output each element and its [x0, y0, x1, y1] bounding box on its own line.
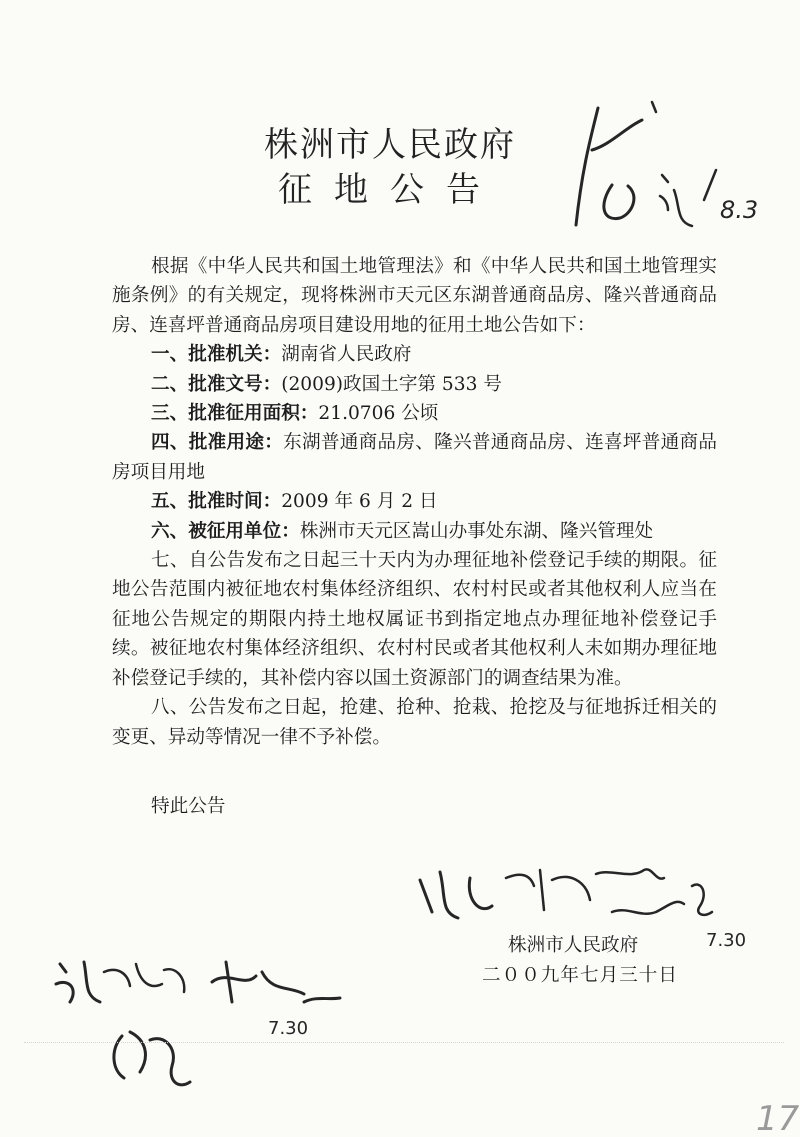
item-expropriated-unit [112, 517, 717, 546]
item-value: 株洲市天元区嵩山办事处东湖、隆兴管理处 [299, 520, 654, 542]
item-label: 三、批准征用面积： [151, 403, 319, 425]
signing-organization: 株洲市人民政府 [508, 935, 639, 956]
intro-paragraph: 根据《中华人民共和国土地管理法》和《中华人民共和国土地管理实施条例》的有关规定，现将株洲市天元区东湖普通商品房、隆兴普通商品房、连喜坪普通商品房项目建设用地的征用土地公告如下： [112, 256, 717, 336]
handwritten-page-number: 17 [756, 1099, 800, 1137]
handwritten-signature-left [56, 962, 340, 1085]
item-value: 21.0706 公顷 [318, 403, 439, 425]
item-approved-use [112, 428, 717, 487]
item-approved-area [112, 399, 717, 428]
item-label: 一、批准机关： [151, 344, 282, 366]
scan-edge-line [24, 1042, 784, 1044]
handwritten-date-right: 7.30 [706, 930, 747, 951]
item-value: 2009 年 6 月 2 日 [281, 491, 438, 513]
item-approving-authority [112, 340, 717, 369]
item-label: 五、批准时间： [151, 491, 282, 513]
item-approval-date [112, 487, 717, 516]
clause-eight: 八、公告发布之日起，抢建、抢种、抢栽、抢挖及与征地拆迁相关的变更、异动等情况一律不予补偿。 [112, 697, 717, 748]
item-value: 湖南省人民政府 [281, 344, 412, 366]
document-subtitle: 征地公告 [278, 170, 502, 210]
document-body [112, 252, 717, 821]
notice-text: 特此公告 [151, 795, 226, 817]
item-approval-number [112, 370, 717, 399]
item-value: 东湖普通商品房、隆兴普通商品房、连喜坪普通商品房项目用地 [112, 432, 717, 483]
document-title: 株洲市人民政府 [264, 125, 516, 165]
handwritten-signature-right [420, 869, 712, 918]
item-label: 四、批准用途： [151, 432, 284, 454]
handwritten-date-left: 7.30 [268, 1018, 309, 1039]
signing-date: 二００九年七月三十日 [482, 965, 678, 986]
item-label: 六、被征用单位： [151, 520, 300, 542]
handwritten-date-top: 8.3 [720, 196, 759, 224]
item-label: 二、批准文号： [151, 373, 282, 395]
clause-seven: 七、自公告发布之日起三十天内为办理征地补偿登记手续的期限。征地公告范围内被征地农村集体经济组织、农村村民或者其他权利人应当在征地公告规定的期限内持土地权属证书到指定地点办理征地补偿登记手续。被征地农村集体经济组织、农村村民或者其他权利人未如期办理征地补偿登记手续的，其补偿内容以国土资源部门的调查结果为准。 [112, 550, 717, 689]
item-value: (2009)政国土字第 533 号 [281, 373, 502, 395]
